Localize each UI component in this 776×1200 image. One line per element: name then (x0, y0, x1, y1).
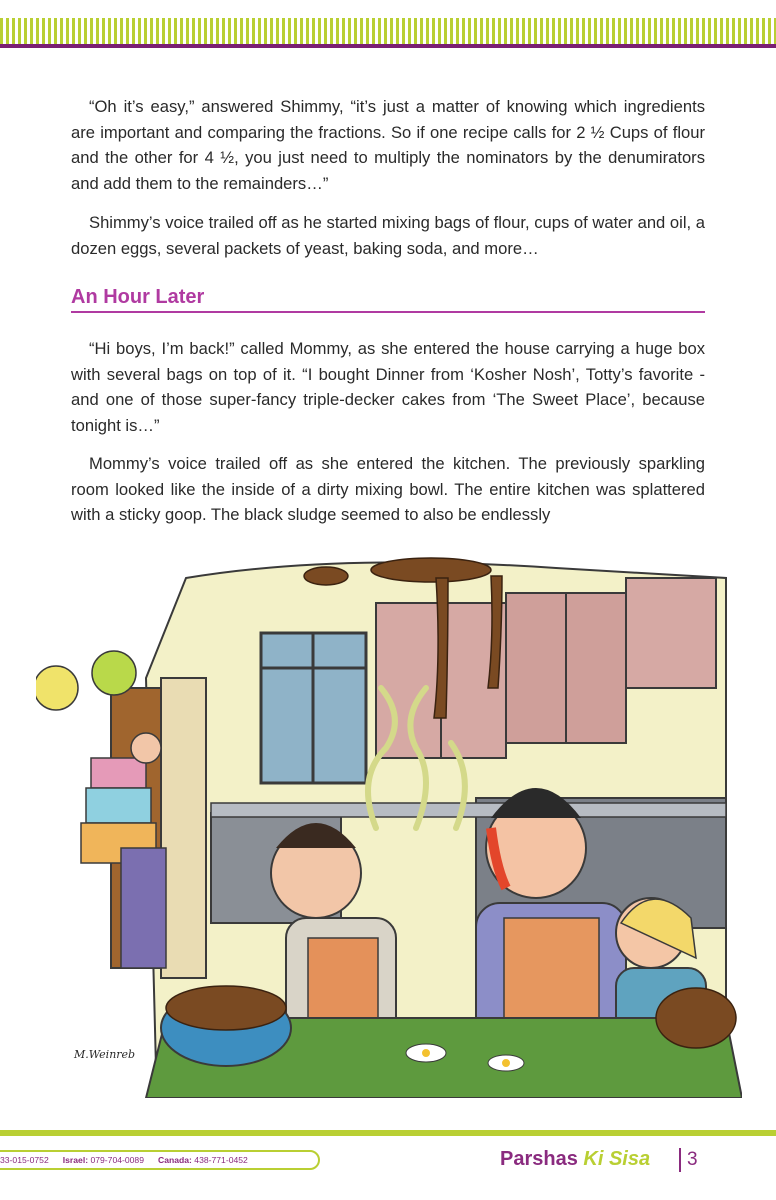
contact-numbers (0, 1150, 320, 1170)
top-rule (0, 44, 776, 48)
footer-separator (679, 1148, 681, 1172)
title-ki-sisa: Ki Sisa (583, 1148, 651, 1170)
israel-label: Israel: (62, 1155, 89, 1165)
artist-signature: M.Weinreb (74, 1048, 136, 1061)
paragraph-2: Shimmy’s voice trailed off as he started mixing bags of flour, cups of water and oil, a dozen eggs, several packets of yeast, baking soda, and more… (71, 213, 705, 258)
kitchen-window (261, 633, 366, 783)
heading-underline (71, 311, 705, 313)
top-decorative-stripe (0, 18, 776, 44)
paragraph-1: “Oh it’s easy,” answered Shimmy, “it’s just a matter of knowing which ingredients are important and comparing the fractions. So if one recipe calls for 2 ½ Cups of flour and the other for 4 ½, you just need to multiply the nominators by the denumirators and add them to the remainders…” (71, 97, 705, 193)
phone-canada: 438-771-0452 (194, 1155, 248, 1165)
publication-title (500, 1148, 650, 1171)
title-parshas: Parshas (500, 1148, 584, 1170)
canada-label: Canada: (158, 1155, 192, 1165)
paragraph-3: “Hi boys, I’m back!” called Mommy, as she entered the house carrying a huge box with several bags on top of it. “I bought Dinner from ‘Kosher Nosh’, Totty’s favorite - and one of those super-fancy triple-decker cakes from ‘The Sweet Place’, because tonight is…” (71, 339, 705, 435)
page-number: 3 (687, 1149, 698, 1170)
footer-rule (0, 1130, 776, 1136)
phone-us: 33-015-0752 (0, 1155, 49, 1165)
kitchen-mess-illustration (36, 548, 742, 1098)
paragraph-4: Mommy’s voice trailed off as she entered the kitchen. The previously sparkling room looked like the inside of a dirty mixing bowl. The entire kitchen was splattered with a sticky goop. The black sludge seemed to also be endlessly (71, 454, 705, 525)
section-heading: An Hour Later (71, 286, 205, 308)
phone-israel: 079-704-0089 (90, 1155, 144, 1165)
